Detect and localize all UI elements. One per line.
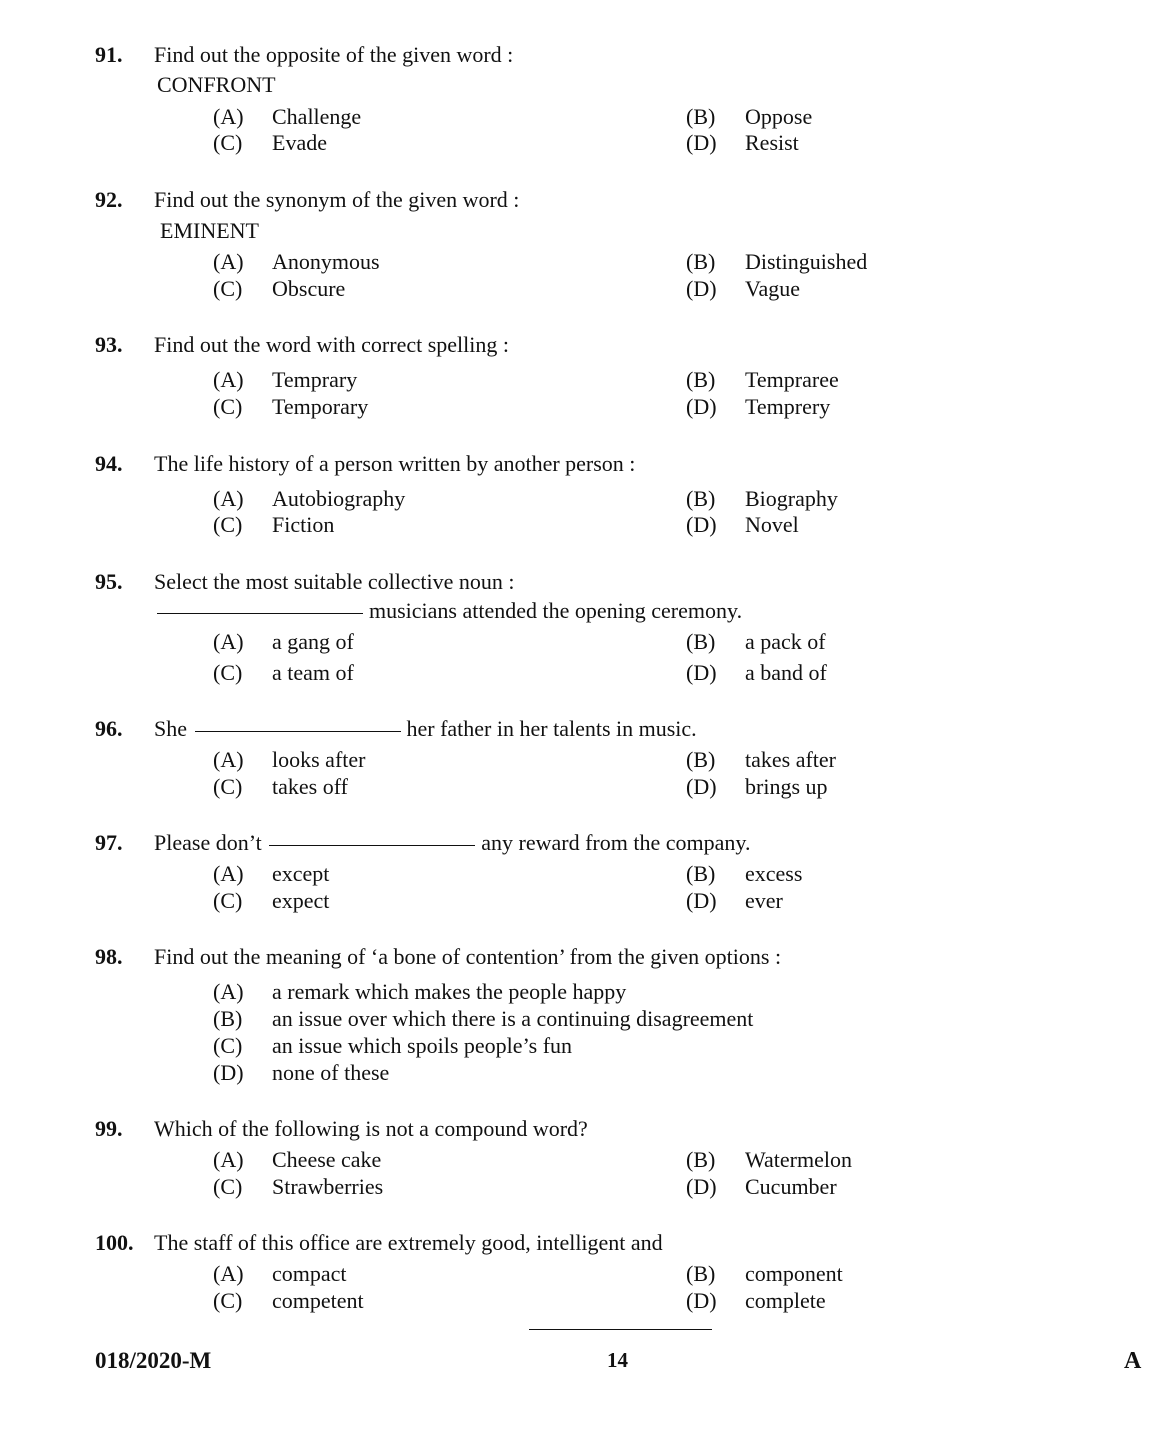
option-label: (D) <box>686 394 717 419</box>
option-text: Distinguished <box>745 249 868 274</box>
question-text: Find out the synonym of the given word : <box>154 187 520 212</box>
option-text: Temprery <box>745 394 831 419</box>
page-number: 14 <box>607 1348 628 1372</box>
question-number: 92. <box>95 187 123 212</box>
option-text: an issue which spoils people’s fun <box>272 1033 573 1058</box>
question-text: Select the most suitable collective noun : <box>154 569 515 594</box>
option-label: (B) <box>686 249 716 274</box>
option-text: Autobiography <box>272 486 406 511</box>
option-label: (A) <box>213 1147 244 1172</box>
paper-code: 018/2020-M <box>95 1348 212 1373</box>
option-label: (D) <box>686 660 717 685</box>
option-label: (B) <box>686 1261 716 1286</box>
option-text: Challenge <box>272 104 362 129</box>
option-label: (C) <box>213 888 243 913</box>
question-text: Find out the word with correct spelling : <box>154 332 509 357</box>
fill-in-sentence <box>155 598 742 624</box>
question-word: CONFRONT <box>157 72 276 97</box>
option-text: a team of <box>272 660 354 685</box>
option-text: Strawberries <box>272 1174 384 1199</box>
question-text: The staff of this office are extremely good, intelligent and <box>154 1230 663 1255</box>
option-text: except <box>272 861 330 886</box>
option-text: Cucumber <box>745 1174 837 1199</box>
sentence-text: musicians attended the opening ceremony. <box>369 598 743 623</box>
option-text: Temprary <box>272 367 358 392</box>
question-number: 95. <box>95 569 123 594</box>
option-label: (B) <box>686 861 716 886</box>
option-label: (A) <box>213 979 244 1004</box>
option-text: Temporary <box>272 394 369 419</box>
option-text: takes off <box>272 774 348 799</box>
option-label: (C) <box>213 276 243 301</box>
option-label: (D) <box>686 276 717 301</box>
question-number: 98. <box>95 944 123 969</box>
question-number: 93. <box>95 332 123 357</box>
option-label: (B) <box>686 486 716 511</box>
question-number: 97. <box>95 830 123 855</box>
question-number: 96. <box>95 716 123 741</box>
option-text: Resist <box>745 130 799 155</box>
option-text: Vague <box>745 276 800 301</box>
option-text: Novel <box>745 512 799 537</box>
option-label: (C) <box>213 130 243 155</box>
question-text: Find out the opposite of the given word : <box>154 42 514 67</box>
option-label: (D) <box>686 888 717 913</box>
option-text: Oppose <box>745 104 813 129</box>
option-text: Biography <box>745 486 838 511</box>
option-label: (A) <box>213 104 244 129</box>
option-text: an issue over which there is a continuing disagreement <box>272 1006 754 1031</box>
option-text: competent <box>272 1288 364 1313</box>
question-text <box>154 830 750 856</box>
text-after-blank: her father in her talents in music. <box>406 716 697 741</box>
option-label: (A) <box>213 486 244 511</box>
question-number: 94. <box>95 451 123 476</box>
option-text: Fiction <box>272 512 335 537</box>
option-label: (B) <box>686 104 716 129</box>
option-label: (A) <box>213 747 244 772</box>
option-label: (B) <box>686 367 716 392</box>
option-text: takes after <box>745 747 836 772</box>
option-label: (A) <box>213 249 244 274</box>
option-label: (C) <box>213 1033 243 1058</box>
option-text: Evade <box>272 130 327 155</box>
option-text: Watermelon <box>745 1147 852 1172</box>
series-letter: A <box>1124 1348 1142 1374</box>
answer-blank <box>195 731 401 732</box>
question-text: Which of the following is not a compound word? <box>154 1116 588 1141</box>
option-text: excess <box>745 861 803 886</box>
option-label: (C) <box>213 512 243 537</box>
answer-blank <box>157 613 363 614</box>
option-label: (B) <box>686 629 716 654</box>
option-text: component <box>745 1261 843 1286</box>
footer-divider <box>529 1329 712 1330</box>
option-label: (D) <box>686 512 717 537</box>
option-label: (B) <box>686 747 716 772</box>
option-text: a pack of <box>745 629 826 654</box>
option-label: (C) <box>213 660 243 685</box>
text-after-blank: any reward from the company. <box>481 830 751 855</box>
option-label: (A) <box>213 861 244 886</box>
text-before-blank: Please don’t <box>154 830 262 855</box>
option-label: (C) <box>213 394 243 419</box>
option-label: (D) <box>686 130 717 155</box>
text-before-blank: She <box>154 716 187 741</box>
option-label: (D) <box>686 774 717 799</box>
option-text: expect <box>272 888 330 913</box>
option-label: (C) <box>213 1288 243 1313</box>
option-text: a band of <box>745 660 827 685</box>
option-label: (D) <box>686 1174 717 1199</box>
question-text <box>154 716 697 742</box>
question-text: Find out the meaning of ‘a bone of contention’ from the given options : <box>154 944 782 969</box>
question-number: 100. <box>95 1230 134 1255</box>
option-label: (B) <box>213 1006 243 1031</box>
option-label: (D) <box>686 1288 717 1313</box>
option-text: a remark which makes the people happy <box>272 979 627 1004</box>
answer-blank <box>269 845 475 846</box>
option-label: (A) <box>213 629 244 654</box>
option-text: Anonymous <box>272 249 380 274</box>
option-text: Cheese cake <box>272 1147 382 1172</box>
option-text: brings up <box>745 774 828 799</box>
option-label: (C) <box>213 774 243 799</box>
question-word: EMINENT <box>160 218 259 243</box>
option-text: complete <box>745 1288 826 1313</box>
question-number: 91. <box>95 42 123 67</box>
option-text: Obscure <box>272 276 346 301</box>
option-label: (C) <box>213 1174 243 1199</box>
option-label: (B) <box>686 1147 716 1172</box>
option-text: Tempraree <box>745 367 839 392</box>
option-label: (A) <box>213 367 244 392</box>
option-text: ever <box>745 888 783 913</box>
question-number: 99. <box>95 1116 123 1141</box>
question-text: The life history of a person written by another person : <box>154 451 636 476</box>
option-text: a gang of <box>272 629 354 654</box>
option-label: (A) <box>213 1261 244 1286</box>
option-label: (D) <box>213 1060 244 1085</box>
option-text: none of these <box>272 1060 390 1085</box>
option-text: looks after <box>272 747 366 772</box>
option-text: compact <box>272 1261 347 1286</box>
